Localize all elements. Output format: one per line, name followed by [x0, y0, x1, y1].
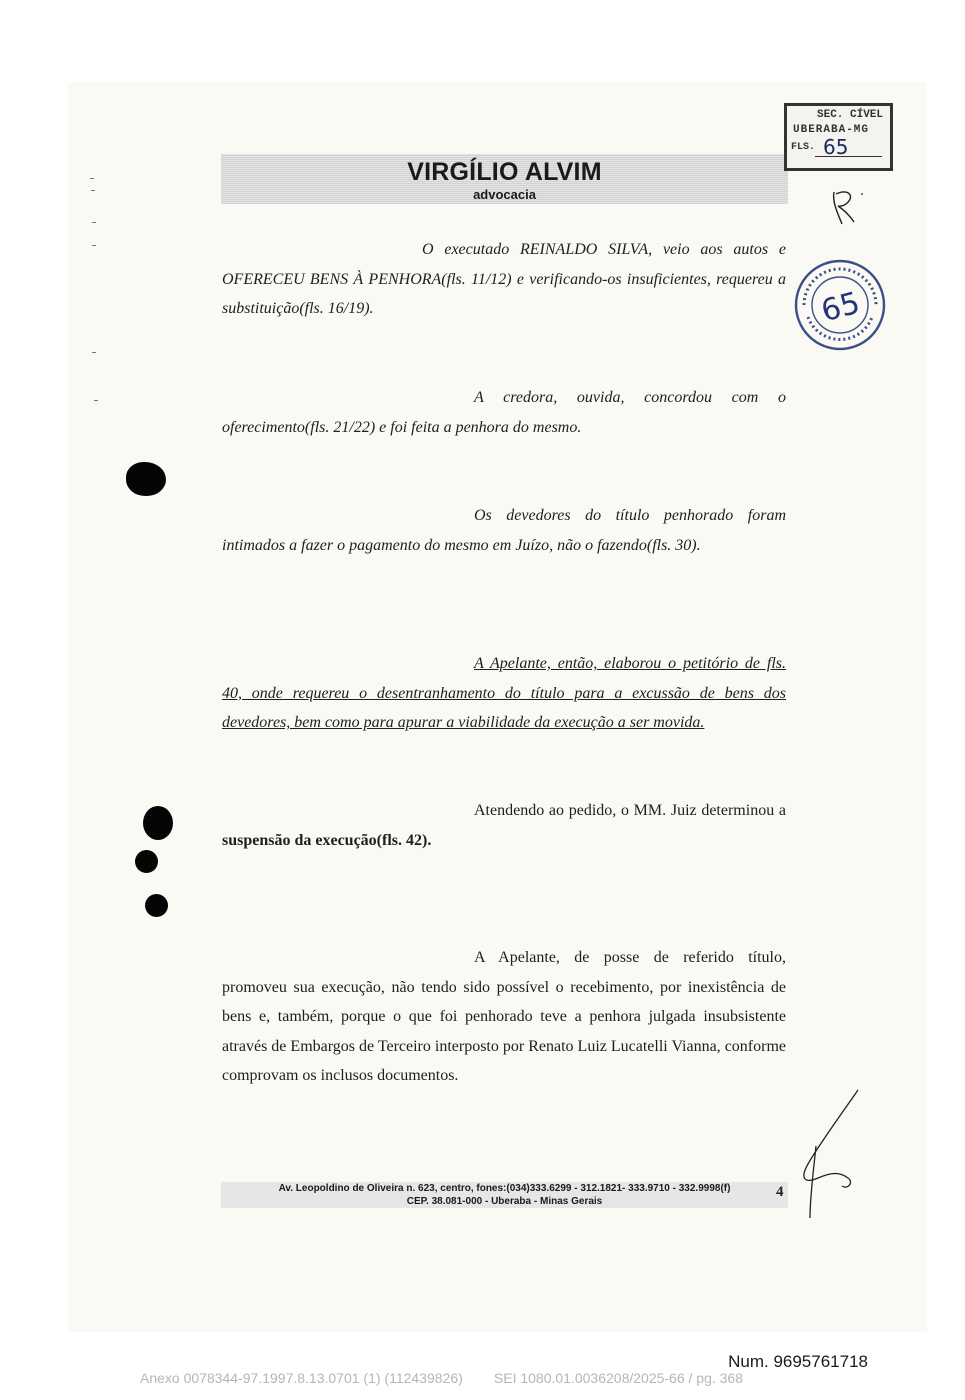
paragraph-5-bold: suspensão da execução(fls. 42).	[222, 831, 432, 849]
paragraph-4	[222, 649, 786, 738]
letterhead-footer	[221, 1182, 788, 1208]
punch-hole	[126, 462, 166, 496]
paragraph-2	[222, 383, 786, 442]
paragraph-3-text: Os devedores do título penhorado foram intimados a fazer o pagamento do mesmo em Juízo, não o fazendo(fls. 30).	[222, 507, 786, 554]
document-number: Num. 9695761718	[728, 1352, 868, 1371]
scan-mark	[92, 222, 96, 223]
punch-hole	[135, 850, 158, 873]
letterhead	[221, 154, 788, 204]
paragraph-1	[222, 235, 786, 324]
paragraph-1-text: O executado REINALDO SILVA, veio aos autos e OFERECEU BENS À PENHORA(fls. 11/12) e verificando-os insuficientes, requereu a substituição(fls. 16/19).	[222, 241, 786, 317]
scan-mark	[92, 352, 96, 353]
footer-postal: CEP. 38.081-000 - Uberaba - Minas Gerais	[406, 1196, 603, 1207]
annex-reference: Anexo 0078344-97.1997.8.13.0701 (1) (112439826) SEI 1080.01.0036208/2025-66 / pg. 368	[140, 1370, 743, 1386]
paragraph-5	[222, 796, 786, 855]
stamp-underline	[815, 156, 882, 157]
scan-mark	[90, 178, 94, 179]
punch-hole	[145, 894, 168, 917]
stamp-line-2: UBERABA-MG	[793, 124, 870, 136]
handwritten-signature-icon	[788, 1086, 868, 1221]
paragraph-5-text: Atendendo ao pedido, o MM. Juiz determinou a	[474, 802, 786, 819]
handwritten-initial-icon	[826, 188, 866, 226]
letterhead-name: VIRGÍLIO ALVIM	[407, 158, 602, 186]
tribunal-seal-icon	[790, 255, 890, 355]
stamp-fls-number: 65	[823, 135, 849, 159]
footer-address: Av. Leopoldino de Oliveira n. 623, centro, fones:(034)333.6299 - 312.1821- 333.9710 - 332.9998(f)	[278, 1183, 731, 1194]
stamp-fls-label: FLS.	[791, 142, 816, 153]
paragraph-6	[222, 943, 786, 1091]
paragraph-2-text: A credora, ouvida, concordou com o oferecimento(fls. 21/22) e foi feita a penhora do mesmo.	[222, 389, 786, 436]
scan-mark	[92, 245, 96, 246]
page-number: 4	[776, 1184, 784, 1200]
punch-hole	[143, 806, 173, 840]
paragraph-6-text: A Apelante, de posse de referido título, promoveu sua execução, não tendo sido possível o recebimento, por inexistência de bens e, também, porque o que foi penhorado teve a penhora julgada insubsistente através de Embargos de Terceiro interposto por Renato Luiz Lucatelli Vianna, conforme comprovam os inclusos documentos.	[222, 949, 786, 1084]
scan-mark	[91, 190, 95, 191]
letterhead-subtitle: advocacia	[473, 187, 536, 202]
paragraph-3	[222, 501, 786, 560]
paragraph-4-text: A Apelante, então, elaborou o petitório de fls. 40, onde requereu o desentranhamento do título para a excussão de bens dos devedores, bem como para apurar a viabilidade da execução a ser movida.	[222, 655, 786, 731]
tribunal-seal-number: 65	[817, 285, 864, 330]
court-registry-stamp	[784, 103, 893, 171]
stamp-line-1: SEC. CÍVEL	[817, 109, 884, 121]
scan-mark	[94, 400, 98, 401]
